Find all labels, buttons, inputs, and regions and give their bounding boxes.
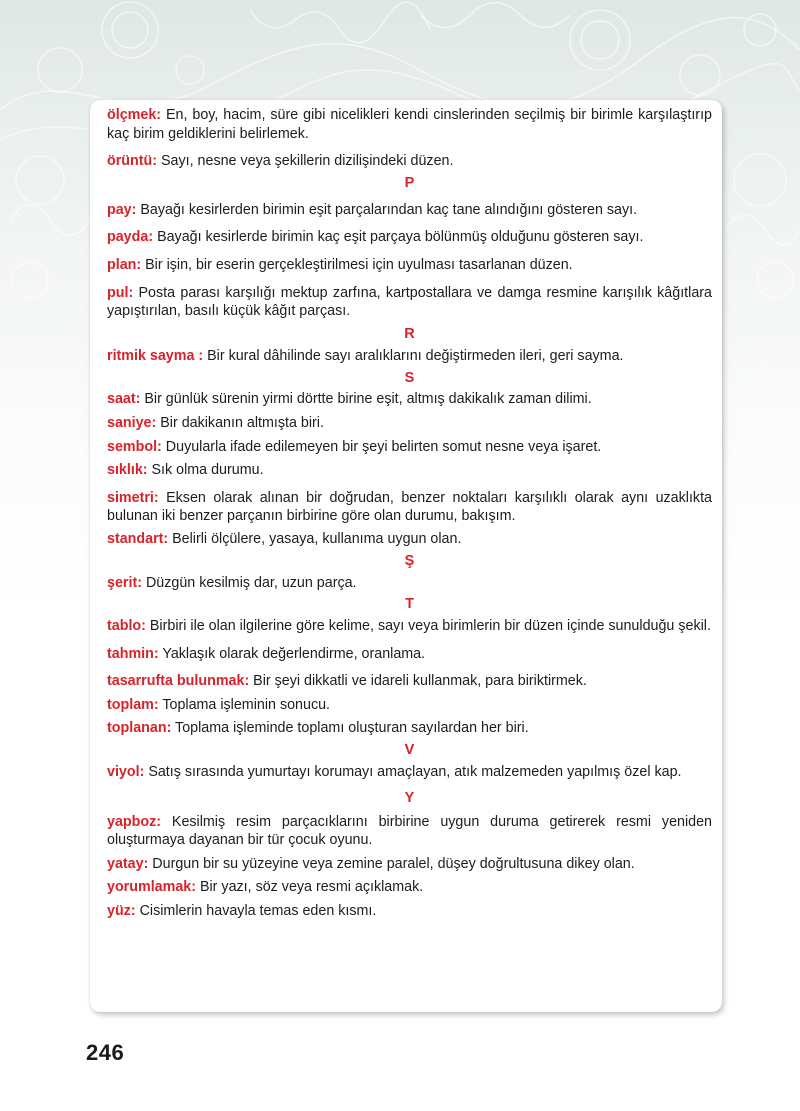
glossary-entry-yapboz bbox=[107, 813, 712, 850]
glossary-entry-yatay bbox=[107, 855, 712, 874]
glossary-definition: Bir günlük sürenin yirmi dörtte birine eşit, altmış dakikalık zaman dilimi. bbox=[140, 391, 592, 408]
glossary-term: tahmin: bbox=[107, 645, 159, 662]
glossary-definition: Eksen olarak alınan bir doğrudan, benzer noktaları karşılıklı olarak aynı uzaklıkta bulunan iki benzer parçanın birbirine göre olan durumu, bakışım. bbox=[107, 489, 712, 525]
glossary-definition: Kesilmiş resim parçacıklarını birbirine uygun duruma getirerek resmi yeniden oluşturmaya dayanan bir tür çocuk oyunu. bbox=[107, 813, 712, 849]
glossary-term: yüz: bbox=[107, 903, 136, 920]
glossary-term: ölçmek: bbox=[107, 107, 162, 123]
glossary-term: örüntü: bbox=[107, 153, 158, 170]
glossary-term: toplanan: bbox=[107, 720, 172, 737]
glossary-entry-plan bbox=[107, 256, 712, 275]
glossary-entry-payda bbox=[107, 228, 712, 247]
glossary-term: yapboz: bbox=[107, 813, 162, 830]
glossary-definition: Durgun bir su yüzeyine veya zemine paralel, düşey doğrultusuna dikey olan. bbox=[148, 855, 635, 872]
glossary-entry-olcmek bbox=[107, 106, 712, 143]
glossary-term: tasarrufta bulunmak: bbox=[107, 673, 250, 690]
glossary-definition: Duyularla ifade edilemeyen bir şeyi belirten somut nesne veya işaret. bbox=[161, 438, 602, 455]
glossary-entry-toplam bbox=[107, 696, 712, 715]
glossary-term: simetri: bbox=[107, 489, 159, 506]
glossary-definition: Belirli ölçülere, yasaya, kullanıma uygun olan. bbox=[168, 530, 462, 547]
glossary-entry-saniye bbox=[107, 414, 712, 433]
glossary-entry-tahmin bbox=[107, 645, 712, 664]
glossary-definition: Bir şeyi dikkatli ve idareli kullanmak, para biriktirmek. bbox=[249, 673, 587, 690]
glossary-term: payda: bbox=[107, 229, 154, 246]
glossary-definition: Yaklaşık olarak değerlendirme, oranlama. bbox=[158, 645, 426, 662]
glossary-definition: Sık olma durumu. bbox=[147, 462, 264, 479]
page-number: 246 bbox=[86, 1040, 125, 1065]
glossary-term: pay: bbox=[107, 201, 137, 218]
glossary-entry-saat bbox=[107, 390, 712, 409]
glossary-entry-tablo bbox=[107, 617, 712, 636]
glossary-entry-simetri bbox=[107, 489, 712, 526]
glossary-entry-oruntu bbox=[107, 152, 712, 171]
glossary-term: toplam: bbox=[107, 696, 159, 713]
glossary-definition: Bayağı kesirlerden birimin eşit parçalarından kaç tane alındığını gösteren sayı. bbox=[136, 201, 638, 218]
glossary-definition: Bayağı kesirlerde birimin kaç eşit parçaya bölünmüş olduğunu gösteren sayı. bbox=[153, 229, 644, 246]
glossary-entry-ritmik-sayma bbox=[107, 347, 712, 366]
glossary-entry-siklik bbox=[107, 461, 712, 480]
glossary-definition: Posta parası karşılığı mektup zarfına, kartpostallara ve damga resmine karışılık kâğıtlara yapıştırılan, basılı küçük kâğıt parçası. bbox=[107, 284, 712, 320]
glossary-entry-standart bbox=[107, 530, 712, 549]
glossary-definition: Cisimlerin havayla temas eden kısmı. bbox=[135, 903, 377, 920]
section-letter-sh: Ş bbox=[404, 552, 415, 569]
glossary-definition: Toplama işleminin sonucu. bbox=[158, 696, 331, 713]
glossary-entry-tasarrufta-bulunmak bbox=[107, 672, 712, 691]
glossary-term: tablo: bbox=[107, 618, 146, 635]
glossary-term: yorumlamak: bbox=[107, 879, 196, 896]
glossary-term: standart: bbox=[107, 530, 169, 547]
glossary-entry-viyol bbox=[107, 763, 712, 782]
glossary-definition: Sayı, nesne veya şekillerin dizilişindeki düzen. bbox=[157, 153, 454, 170]
section-letter-p: P bbox=[404, 174, 415, 191]
section-letter-s: S bbox=[404, 370, 415, 387]
glossary-definition: Bir dakikanın altmışta biri. bbox=[156, 414, 324, 431]
glossary-definition: Satış sırasında yumurtayı korumayı amaçlayan, atık malzemeden yapılmış özel kap. bbox=[144, 764, 682, 781]
section-letter-v: V bbox=[404, 742, 415, 759]
glossary-entry-pul bbox=[107, 284, 712, 321]
glossary-entry-toplanan bbox=[107, 719, 712, 738]
glossary-definition: Bir işin, bir eserin gerçekleştirilmesi için uyulması tasarlanan düzen. bbox=[141, 256, 573, 273]
glossary-entry-pay bbox=[107, 201, 712, 220]
glossary-entry-sembol bbox=[107, 438, 712, 457]
glossary-content bbox=[107, 106, 712, 921]
glossary-entry-yuz bbox=[107, 902, 712, 921]
glossary-term: sıklık: bbox=[107, 462, 148, 479]
glossary-entry-yorumlamak bbox=[107, 878, 712, 897]
glossary-term: yatay: bbox=[107, 855, 149, 872]
glossary-definition: En, boy, hacim, süre gibi nicelikleri kendi cinslerinden seçilmiş bir birimle karşılaştırıp kaç birim geldiklerini belirlemek. bbox=[107, 107, 712, 142]
section-letter-t: T bbox=[405, 596, 414, 613]
glossary-term: pul: bbox=[107, 284, 134, 301]
glossary-term: plan: bbox=[107, 256, 142, 273]
glossary-term: ritmik sayma : bbox=[107, 347, 204, 364]
glossary-term: saat: bbox=[107, 391, 141, 408]
glossary-definition: Bir yazı, söz veya resmi açıklamak. bbox=[196, 879, 424, 896]
glossary-definition: Düzgün kesilmiş dar, uzun parça. bbox=[141, 574, 357, 591]
glossary-term: viyol: bbox=[107, 764, 145, 781]
glossary-definition: Bir kural dâhilinde sayı aralıklarını değiştirmeden ileri, geri sayma. bbox=[203, 347, 624, 364]
section-letter-y: Y bbox=[404, 789, 415, 806]
glossary-definition: Birbiri ile olan ilgilerine göre kelime, sayı veya birimlerin bir düzen içinde sunulduğu şekil. bbox=[145, 618, 711, 635]
glossary-term: saniye: bbox=[107, 414, 157, 431]
glossary-definition: Toplama işleminde toplamı oluşturan sayılardan her biri. bbox=[171, 720, 529, 737]
glossary-term: sembol: bbox=[107, 438, 162, 455]
glossary-entry-serit bbox=[107, 574, 712, 593]
glossary-term: şerit: bbox=[107, 574, 142, 591]
section-letter-r: R bbox=[404, 325, 415, 342]
